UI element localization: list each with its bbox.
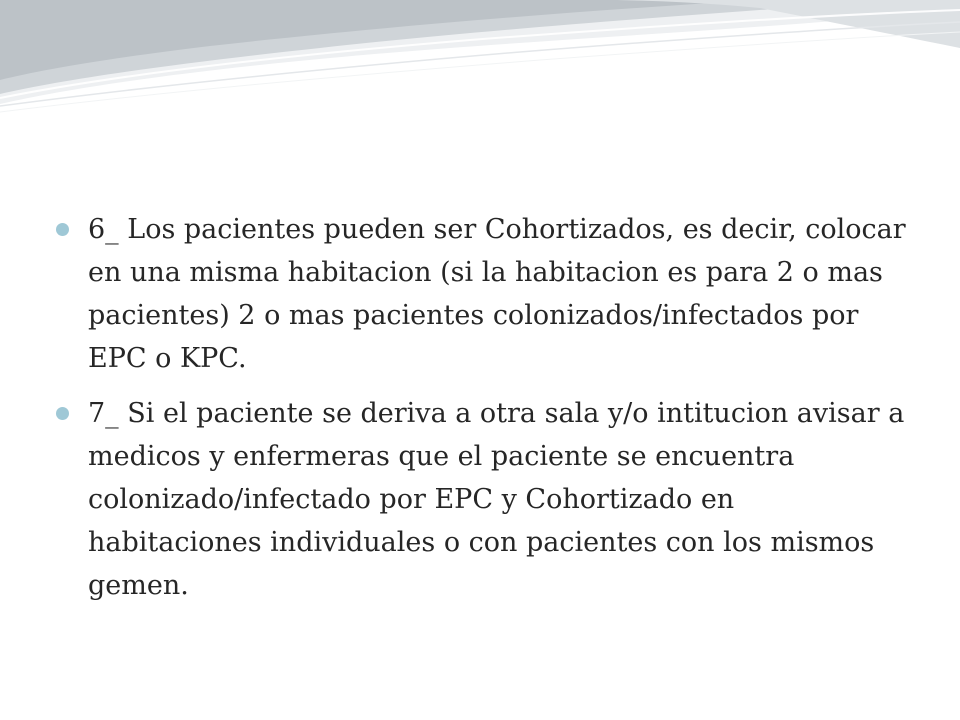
bullet-list [56, 208, 916, 607]
bullet-dot-icon [56, 407, 69, 420]
bullet-item-6 [56, 208, 916, 380]
bullet-text: 6_ Los pacientes pueden ser Cohortizados, es decir, colocar en una misma habitacion (si la habitacion es para 2 o mas pacientes) 2 o mas pacientes colonizados/infectados por EPC o KPC. [88, 214, 906, 374]
slide-body [56, 208, 916, 619]
bullet-dot-icon [56, 223, 69, 236]
bullet-item-7 [56, 392, 916, 607]
header-wave-decoration [0, 0, 960, 130]
bullet-text: 7_ Si el paciente se deriva a otra sala y/o intitucion avisar a medicos y enfermeras que el paciente se encuentra colonizado/infectado por EPC y Cohortizado en habitaciones individuales o con pacientes con los mismos gemen. [88, 398, 905, 601]
